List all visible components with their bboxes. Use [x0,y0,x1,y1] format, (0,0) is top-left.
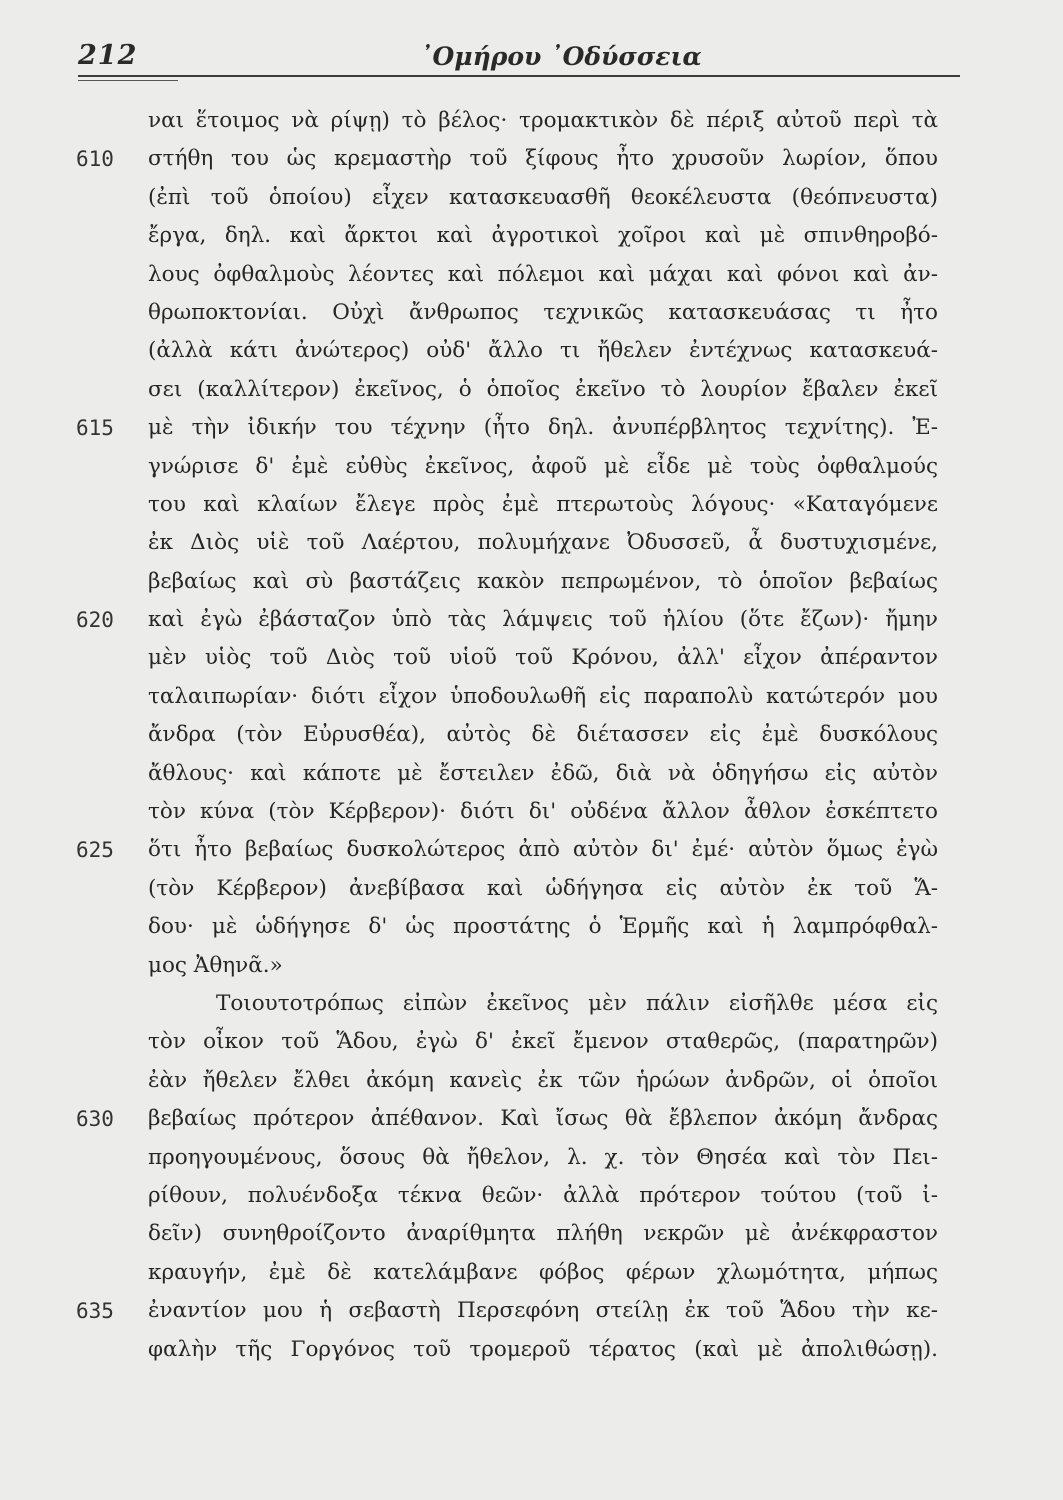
running-head: ᾿Ομήρου ᾿Οδύσσεια [420,42,702,71]
line-text: ἐκ Διὸς υἱὲ τοῦ Λαέρτου, πολυμήχανε Ὀδυσσεῦ, ἆ δυστυχισμένε, [148,530,938,556]
line-text: ὅτι ἦτο βεβαίως δυσκολώτερος ἀπὸ αὐτὸν δι' ἐμέ· αὐτὸν ὅμως ἐγὼ [148,837,938,863]
line-number: 615 [76,416,114,441]
body-text [76,102,938,1369]
text-line [148,1139,938,1177]
line-text: ἐναντίον μου ἡ σεβαστὴ Περσεφόνη στείλῃ ἐκ τοῦ Ἅδου τὴν κε- [148,1298,938,1324]
text-line [76,1100,938,1138]
line-text: βεβαίως καὶ σὺ βαστάζεις κακὸν πεπρωμένον, τὸ ὁποῖον βεβαίως [148,568,938,594]
line-text: βεβαίως πρότερον ἀπέθανον. Καὶ ἴσως θὰ ἔβλεπον ἀκόμη ἄνδρας [148,1106,938,1132]
text-line [148,217,938,255]
text-line [148,294,938,332]
text-line [76,140,938,178]
text-line [148,486,938,524]
line-text: ἔργα, δηλ. καὶ ἄρκτοι καὶ ἀγροτικοὶ χοῖροι καὶ μὲ σπινθηροβό- [148,223,938,249]
text-line [148,908,938,946]
header-rule [78,75,960,77]
line-text: δεῖν) συνηθροίζοντο ἀναρίθμητα πλήθη νεκρῶν μὲ ἀνέκφραστον [148,1221,938,1247]
text-line [148,179,938,217]
text-line [148,1023,938,1061]
text-line [148,371,938,409]
text-line [148,1254,938,1292]
line-text: ρίθουν, πολυένδοξα τέκνα θεῶν· ἀλλὰ πρότερον τούτου (τοῦ ἰ- [148,1182,938,1208]
line-text: μὲ τὴν ἰδικήν του τέχνην (ἦτο δηλ. ἀνυπέρβλητος τεχνίτης). Ἐ- [148,415,938,441]
text-line [148,755,938,793]
text-line [148,1062,938,1100]
line-text: (ἐπὶ τοῦ ὁποίου) εἶχεν κατασκευασθῆ θεοκέλευστα (θεόπνευστα) [148,184,938,210]
text-line [76,831,938,869]
line-number: 620 [76,608,114,633]
line-text: (τὸν Κέρβερον) ἀνεβίβασα καὶ ὡδήγησα εἰς αὐτὸν ἐκ τοῦ Ἅ- [148,875,938,901]
text-line [148,563,938,601]
line-number: 610 [76,147,114,172]
text-line [148,256,938,294]
text-line [148,1177,938,1215]
text-line [148,793,938,831]
text-line [148,678,938,716]
text-line [148,716,938,754]
line-text: στήθη του ὡς κρεμαστὴρ τοῦ ξίφους ἦτο χρυσοῦν λωρίον, ὅπου [148,146,938,172]
line-text: σει (καλλίτερον) ἐκεῖνος, ὁ ὁποῖος ἐκεῖνο τὸ λουρίον ἔβαλεν ἐκεῖ [148,376,938,402]
line-text: του καὶ κλαίων ἔλεγε πρὸς ἐμὲ πτερωτοὺς λόγους· «Καταγόμενε [148,491,938,517]
line-text: θρωποκτονίαι. Οὐχὶ ἄνθρωπος τεχνικῶς κατασκευάσας τι ἦτο [148,299,938,325]
line-text: ναι ἕτοιμος νὰ ρίψῃ) τὸ βέλος· τρομακτικὸν δὲ πέριξ αὐτοῦ περὶ τὰ [148,108,938,133]
text-line [148,332,938,370]
text-line [148,448,938,486]
line-text: τὸν κύνα (τὸν Κέρβερον)· διότι δι' οὐδένα ἄλλον ἆθλον ἐσκέπτετο [148,799,938,825]
line-text: ἐὰν ἤθελεν ἔλθει ἀκόμη κανεὶς ἐκ τῶν ἡρώων ἀνδρῶν, οἱ ὁποῖοι [148,1067,938,1093]
line-text: τὸν οἶκον τοῦ Ἅδου, ἐγὼ δ' ἐκεῖ ἔμενον σταθερῶς, (παρατηρῶν) [148,1029,938,1055]
text-line [148,870,938,908]
line-text: λους ὀφθαλμοὺς λέοντες καὶ πόλεμοι καὶ μάχαι καὶ φόνοι καὶ ἀν- [148,261,938,287]
text-line [76,409,938,447]
page-number-underline [78,80,178,81]
page-number: 212 [78,40,138,71]
line-number: 625 [76,838,114,863]
line-number: 635 [76,1299,114,1324]
line-text: (ἀλλὰ κάτι ἀνώτερος) οὐδ' ἄλλο τι ἤθελεν ἐντέχνως κατασκευά- [148,338,938,364]
line-text: φαλὴν τῆς Γοργόνος τοῦ τρομεροῦ τέρατος (καὶ μὲ ἀπολιθώσῃ). [148,1336,938,1362]
text-line [148,1331,938,1369]
text-line [76,1292,938,1330]
text-line [148,947,938,985]
line-text: ἄνδρα (τὸν Εὐρυσθέα), αὐτὸς δὲ διέτασσεν εἰς ἐμὲ δυσκόλους [148,722,938,748]
text-line [148,985,938,1023]
line-text: μὲν υἱὸς τοῦ Διὸς τοῦ υἱοῦ τοῦ Κρόνου, ἀλλ' εἶχον ἀπέραντον [148,645,938,671]
text-line [148,639,938,677]
line-text: δου· μὲ ὡδήγησε δ' ὡς προστάτης ὁ Ἑρμῆς καὶ ἡ λαμπρόφθαλ- [148,914,938,940]
text-line [148,102,938,140]
line-text: Τοιουτοτρόπως εἰπὼν ἐκεῖνος μὲν πάλιν εἰσῆλθε μέσα εἰς [216,990,938,1016]
line-number: 630 [76,1107,114,1132]
line-text: προηγουμένους, ὅσους θὰ ἤθελον, λ. χ. τὸν Θησέα καὶ τὸν Πει- [148,1144,938,1170]
text-line [148,1215,938,1253]
line-text: καὶ ἐγὼ ἐβάσταζον ὑπὸ τὰς λάμψεις τοῦ ἡλίου (ὅτε ἔζων)· ἤμην [148,607,938,633]
text-line [148,524,938,562]
line-text: ταλαιπωρίαν· διότι εἶχον ὑποδουλωθῆ εἰς παραπολὺ κατώτερόν μου [148,683,938,709]
text-line [76,601,938,639]
line-text: γνώρισε δ' ἐμὲ εὐθὺς ἐκεῖνος, ἀφοῦ μὲ εἶδε μὲ τοὺς ὀφθαλμούς [148,453,938,479]
line-text: κραυγήν, ἐμὲ δὲ κατελάμβανε φόβος φέρων χλωμότητα, μήπως [148,1259,938,1285]
line-text: ἄθλους· καὶ κάποτε μὲ ἔστειλεν ἐδῶ, διὰ νὰ ὁδηγήσω εἰς αὐτὸν [148,760,938,786]
line-text: μος Ἀθηνᾶ.» [148,952,283,978]
